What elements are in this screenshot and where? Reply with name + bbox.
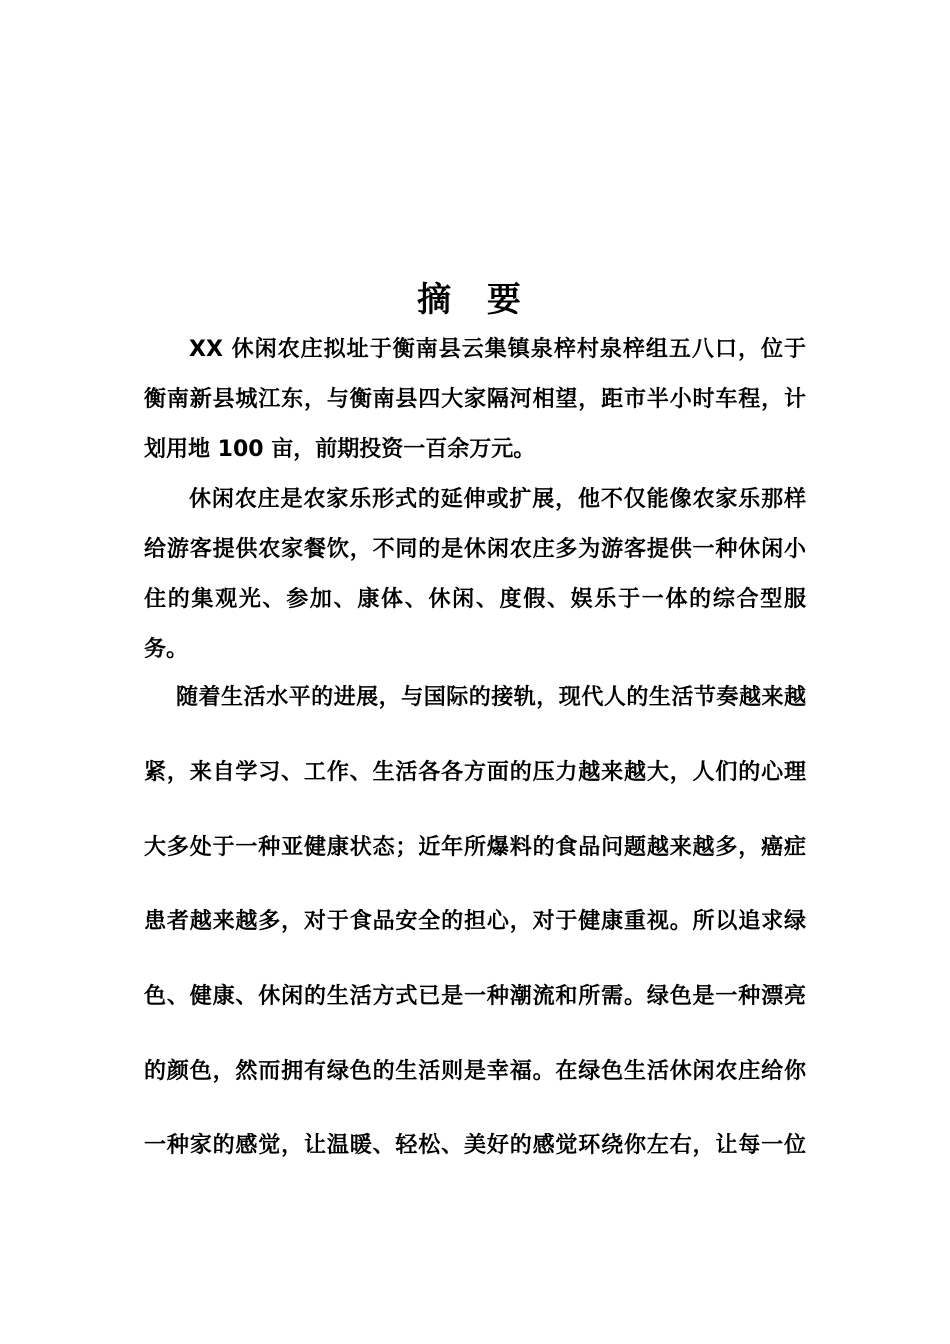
paragraph-3-line-1: 随着生活水平的进展，与国际的接轨，现代人的生活节奏越来越 bbox=[176, 685, 806, 710]
paragraph-3-line-5: 色、健康、休闲的生活方式已是一种潮流和所需。绿色是一种漂亮 bbox=[144, 984, 806, 1009]
paragraph-3-line-3: 大多处于一种亚健康状态；近年所爆料的食品问题越来越多，癌症 bbox=[144, 835, 806, 860]
paragraph-2-line-4: 务。 bbox=[144, 637, 189, 662]
paragraph-3-line-7: 一种家的感觉，让温暖、轻松、美好的感觉环绕你左右，让每一位 bbox=[144, 1133, 806, 1158]
paragraph-2-line-2: 给游客提供农家餐饮，不同的是休闲农庄多为游客提供一种休闲小 bbox=[144, 537, 806, 562]
paragraph-1-line-1: XX 休闲农庄拟址于衡南县云集镇泉梓村泉梓组五八口，位于 bbox=[189, 337, 806, 362]
paragraph-2-line-3: 住的集观光、参加、康体、休闲、度假、娱乐于一体的综合型服 bbox=[144, 587, 806, 612]
page-title: 摘 要 bbox=[417, 280, 533, 320]
paragraph-3-line-2: 紧，来自学习、工作、生活各各方面的压力越来越大，人们的心理 bbox=[144, 760, 806, 785]
paragraph-1-line-3: 划用地 100 亩，前期投资一百余万元。 bbox=[144, 437, 536, 462]
paragraph-2-line-1: 休闲农庄是农家乐形式的延伸或扩展，他不仅能像农家乐那样 bbox=[189, 487, 806, 512]
paragraph-3-line-4: 患者越来越多，对于食品安全的担心，对于健康重视。所以追求绿 bbox=[144, 909, 806, 934]
paragraph-1-line-2: 衡南新县城江东，与衡南县四大家隔河相望，距市半小时车程，计 bbox=[144, 387, 806, 412]
paragraph-3-line-6: 的颜色，然而拥有绿色的生活则是幸福。在绿色生活休闲农庄给你 bbox=[144, 1059, 806, 1084]
